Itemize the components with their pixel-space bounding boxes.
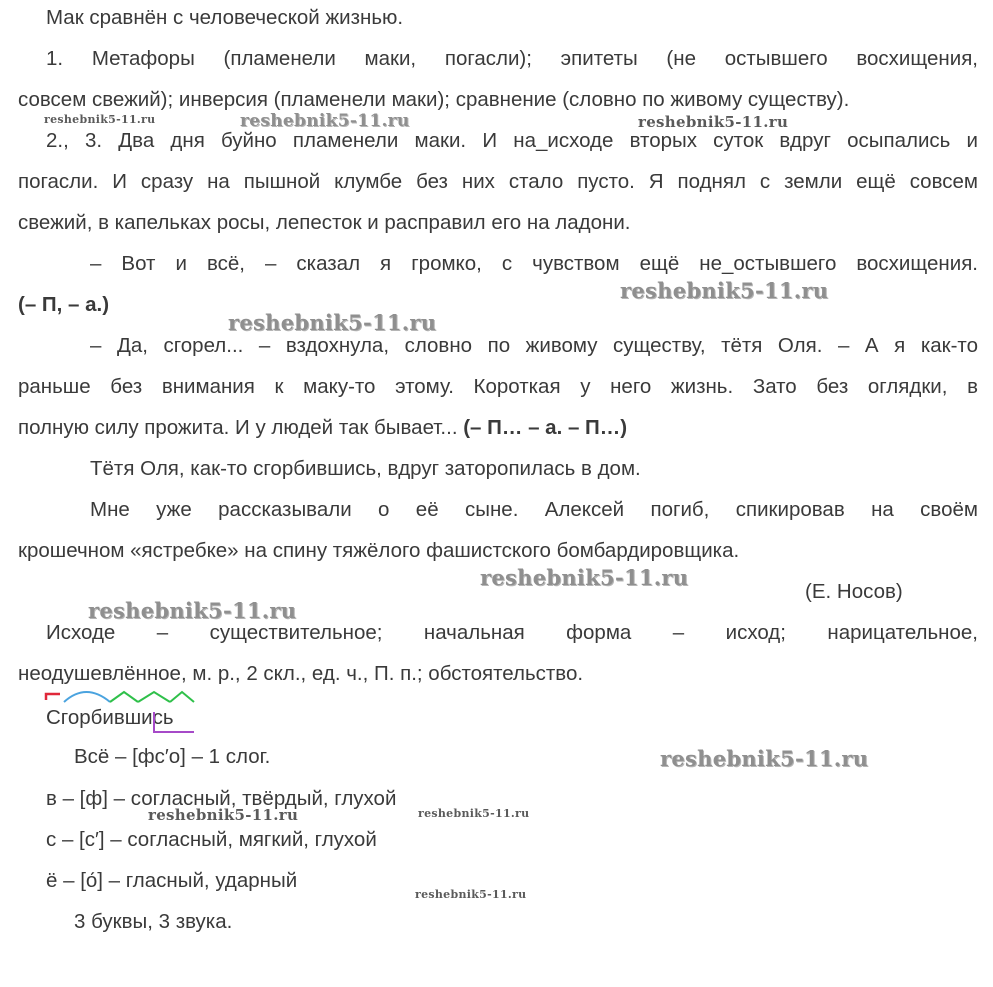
phonetic-line-2: с – [с′] – согласный, мягкий, глухой: [46, 828, 377, 851]
suffix-mark-2: [138, 692, 170, 702]
watermark: reshebnik5-11.ru: [415, 888, 527, 901]
intro-line: Мак сравнён с человеческой жизнью.: [46, 6, 404, 29]
suffix-mark-1: [110, 692, 138, 702]
paragraph-4-scheme: (– П… – а. – П…): [463, 416, 628, 439]
paragraph-4-line-3: [18, 416, 627, 440]
root-arc: [64, 692, 110, 702]
paragraph-3-line-1: – Вот и всё, – сказал я громко, с чувством ещё не_остывшего восхищения.: [90, 252, 978, 275]
paragraph-2-line-1: 2., 3. Два дня буйно пламенели маки. И на_исходе вторых суток вдруг осыпались и: [46, 129, 978, 152]
paragraph-2-line-3: свежий, в капельках росы, лепесток и расправил его на ладони.: [18, 211, 631, 234]
paragraph-6-line-2: крошечном «ястребке» на спину тяжёлого фашистского бомбардировщика.: [18, 539, 740, 562]
suffix-mark-3: [170, 692, 194, 702]
paragraph-5: Тётя Оля, как-то сгорбившись, вдруг заторопилась в дом.: [90, 457, 641, 480]
watermark: reshebnik5-11.ru: [660, 746, 869, 771]
paragraph-4-line-1: – Да, сгорел... – вздохнула, словно по живому существу, тётя Оля. – А я как-то: [90, 334, 978, 357]
paragraph-4-line-3-text: полную силу прожита. И у людей так бывает...: [18, 416, 458, 439]
phonetic-line-3: ё – [о́] – гласный, ударный: [46, 869, 298, 892]
paragraph-6-line-1: Мне уже рассказывали о её сыне. Алексей погиб, спикировав на своём: [90, 498, 978, 521]
morpheme-word: Сгорбившись: [46, 706, 174, 729]
paragraph-1-line-2: совсем свежий); инверсия (пламенели маки); сравнение (словно по живому существу).: [18, 88, 850, 111]
phonetic-title: Всё – [фс′о] – 1 слог.: [74, 745, 271, 768]
watermark: reshebnik5-11.ru: [480, 565, 689, 590]
paragraph-1-line-1: 1. Метафоры (пламенели маки, погасли); эпитеты (не остывшего восхищения,: [46, 47, 978, 70]
watermark: reshebnik5-11.ru: [228, 310, 437, 335]
morpheme-parse-diagram: [44, 686, 204, 738]
watermark: reshebnik5-11.ru: [44, 113, 156, 126]
paragraph-3-scheme: (– П, – а.): [18, 293, 110, 316]
phonetic-total: 3 буквы, 3 звука.: [74, 910, 233, 933]
phonetic-line-1: в – [ф] – согласный, твёрдый, глухой: [46, 787, 397, 810]
watermark: reshebnik5-11.ru: [148, 806, 299, 824]
paragraph-4-line-2: раньше без внимания к маку-то этому. Короткая у него жизнь. Зато без оглядки, в: [18, 375, 978, 398]
author-credit: (Е. Носов): [805, 580, 903, 603]
paragraph-2-line-2: погасли. И сразу на пышной клумбе без них стало пусто. Я поднял с земли ещё совсем: [18, 170, 978, 193]
watermark: reshebnik5-11.ru: [638, 113, 789, 131]
watermark: reshebnik5-11.ru: [418, 807, 530, 820]
prefix-mark: [46, 694, 60, 700]
analysis-line-1: Исходе – существительное; начальная форма – исход; нарицательное,: [46, 621, 978, 644]
watermark: reshebnik5-11.ru: [620, 278, 829, 303]
watermark: reshebnik5-11.ru: [88, 598, 297, 623]
watermark: reshebnik5-11.ru: [240, 111, 410, 131]
analysis-line-2: неодушевлённое, м. р., 2 скл., ед. ч., П. п.; обстоятельство.: [18, 662, 584, 685]
